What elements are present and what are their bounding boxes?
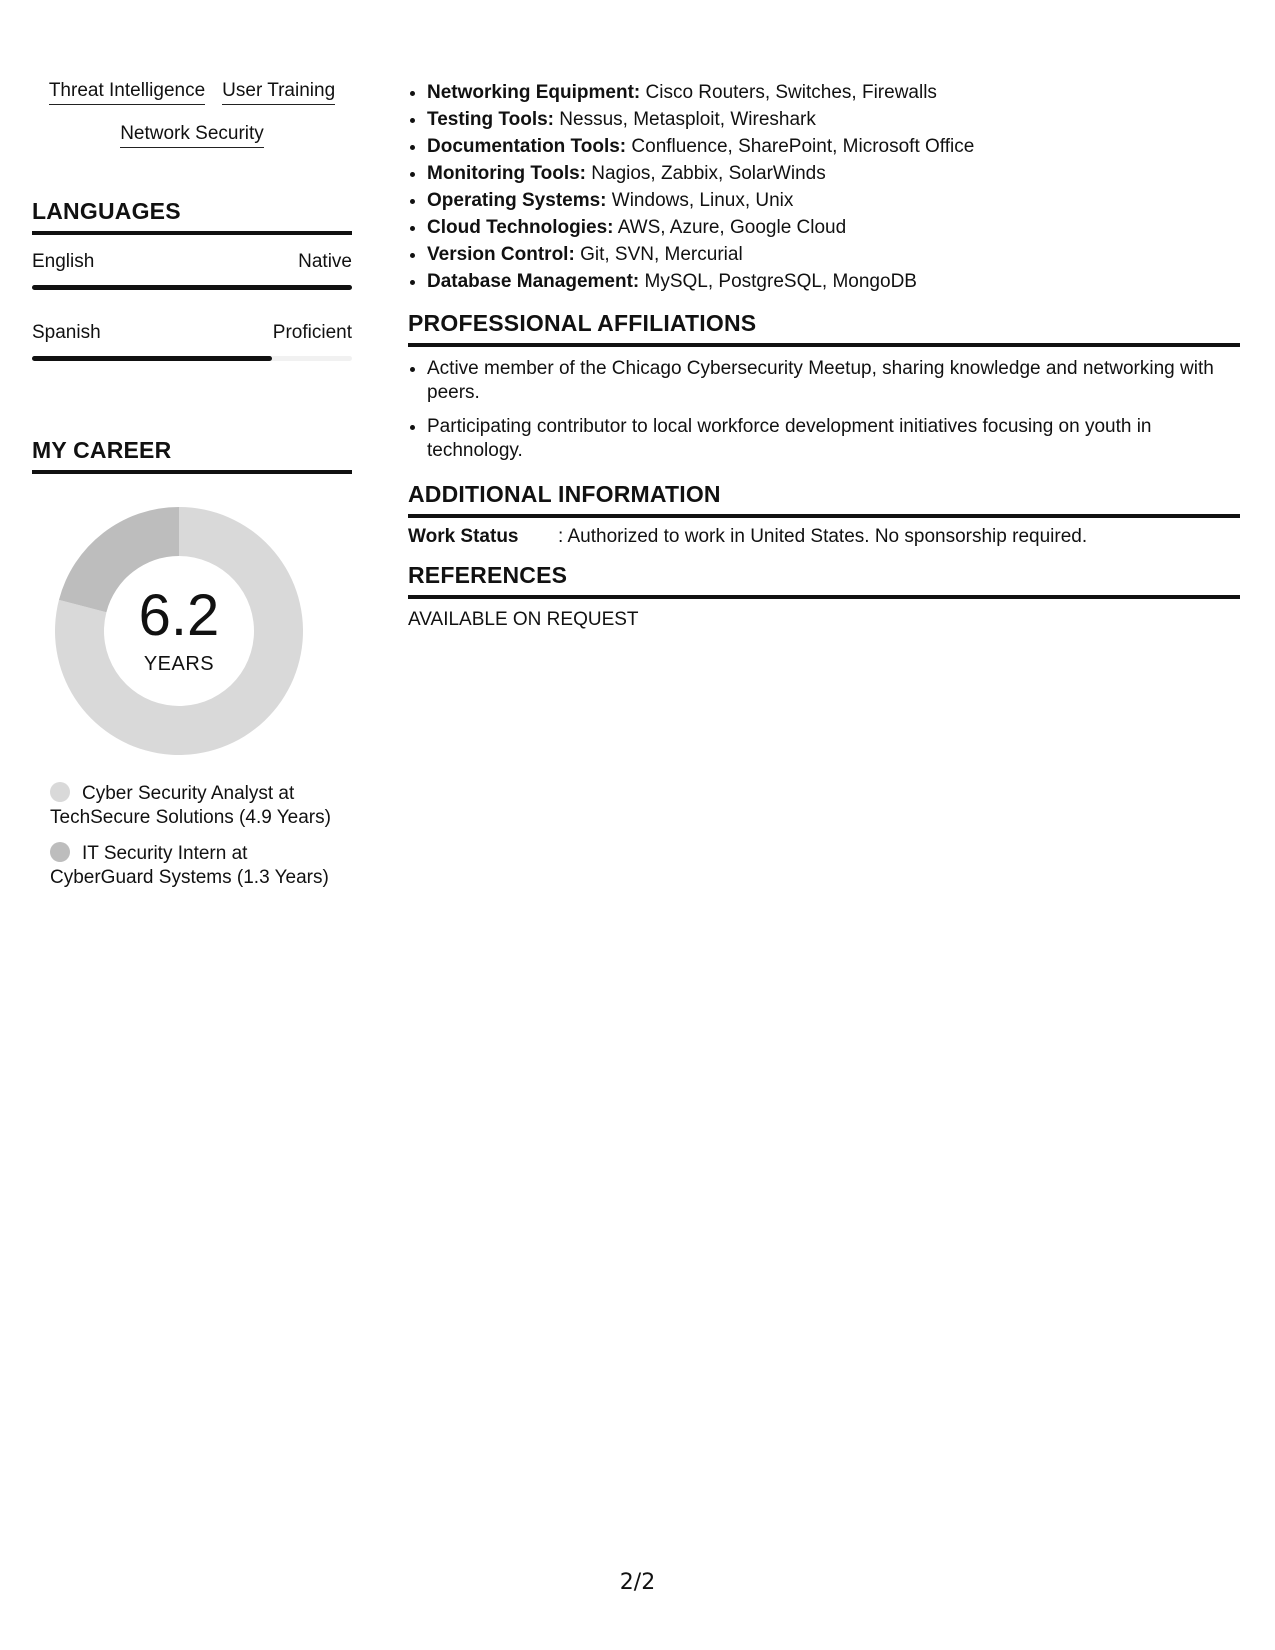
- references-text: AVAILABLE ON REQUEST: [408, 609, 639, 630]
- career-total-unit: YEARS: [143, 652, 215, 675]
- skills-tags: [32, 80, 352, 148]
- tool-label: Networking Equipment:: [427, 82, 641, 103]
- references-heading: REFERENCES: [408, 562, 1240, 599]
- skill-tag: User Training: [222, 80, 335, 105]
- tool-label: Version Control:: [427, 244, 575, 265]
- language-proficiency-fill: [32, 285, 352, 290]
- tool-item: [427, 79, 1240, 106]
- tool-value: Cisco Routers, Switches, Firewalls: [640, 82, 937, 103]
- career-donut-chart: [54, 506, 304, 756]
- language-row: [32, 251, 352, 290]
- legend-label: Cyber Security Analyst at TechSecure Solutions (4.9 Years): [50, 783, 331, 828]
- legend-label: IT Security Intern at CyberGuard Systems (1.3 Years): [50, 843, 329, 888]
- tool-item: [427, 187, 1240, 214]
- tool-value: Nessus, Metasploit, Wireshark: [554, 109, 816, 130]
- language-row: [32, 322, 352, 361]
- work-status-label: Work Status: [408, 526, 519, 547]
- tool-item: [427, 160, 1240, 187]
- career-heading: MY CAREER: [32, 437, 352, 474]
- affiliation-item: • Participating contributor to local workforce development initiatives focusing on youth in technology.: [427, 415, 1240, 463]
- affiliations-heading: PROFESSIONAL AFFILIATIONS: [408, 310, 1240, 347]
- tool-label: Database Management:: [427, 271, 640, 292]
- work-status-row: [408, 526, 1240, 548]
- left-column: [32, 80, 352, 902]
- tool-label: Operating Systems:: [427, 190, 607, 211]
- tools-list: [408, 79, 1240, 295]
- affiliations-list: [408, 357, 1240, 463]
- tool-item: [427, 106, 1240, 133]
- language-level: Native: [298, 251, 352, 272]
- tool-value: Nagios, Zabbix, SolarWinds: [586, 163, 826, 184]
- affiliation-item: • Active member of the Chicago Cybersecurity Meetup, sharing knowledge and networking with peers.: [427, 357, 1240, 405]
- tool-item: [427, 133, 1240, 160]
- legend-item: [50, 842, 335, 890]
- tool-value: Git, SVN, Mercurial: [574, 244, 743, 265]
- language-proficiency-bar: [32, 356, 352, 361]
- additional-info-heading: ADDITIONAL INFORMATION: [408, 481, 1240, 518]
- tool-item: [427, 214, 1240, 241]
- languages-heading: LANGUAGES: [32, 198, 352, 235]
- work-status-value: : Authorized to work in United States. No sponsorship required.: [558, 526, 1088, 547]
- skill-tag: Network Security: [120, 123, 264, 148]
- career-total: [54, 506, 304, 756]
- page-number: 2/2: [619, 1570, 656, 1595]
- tool-value: Confluence, SharePoint, Microsoft Office: [626, 136, 975, 157]
- tool-value: Windows, Linux, Unix: [606, 190, 794, 211]
- tool-label: Monitoring Tools:: [427, 163, 586, 184]
- language-level: Proficient: [272, 322, 352, 343]
- tool-item: [427, 268, 1240, 295]
- language-proficiency-bar: [32, 285, 352, 290]
- tool-value: AWS, Azure, Google Cloud: [613, 217, 847, 238]
- language-proficiency-fill: [32, 356, 272, 361]
- language-name: English: [32, 251, 95, 272]
- legend-dot: [50, 782, 70, 802]
- career-legend: [50, 782, 335, 890]
- legend-item: [50, 782, 335, 830]
- tool-label: Cloud Technologies:: [427, 217, 614, 238]
- tool-value: MySQL, PostgreSQL, MongoDB: [639, 271, 917, 292]
- skill-tag: Threat Intelligence: [49, 80, 205, 105]
- career-total-value: 6.2: [138, 582, 220, 648]
- tool-label: Documentation Tools:: [427, 136, 627, 157]
- tool-label: Testing Tools:: [427, 109, 555, 130]
- legend-dot: [50, 842, 70, 862]
- language-name: Spanish: [32, 322, 101, 343]
- right-column: [408, 79, 1240, 631]
- tool-item: [427, 241, 1240, 268]
